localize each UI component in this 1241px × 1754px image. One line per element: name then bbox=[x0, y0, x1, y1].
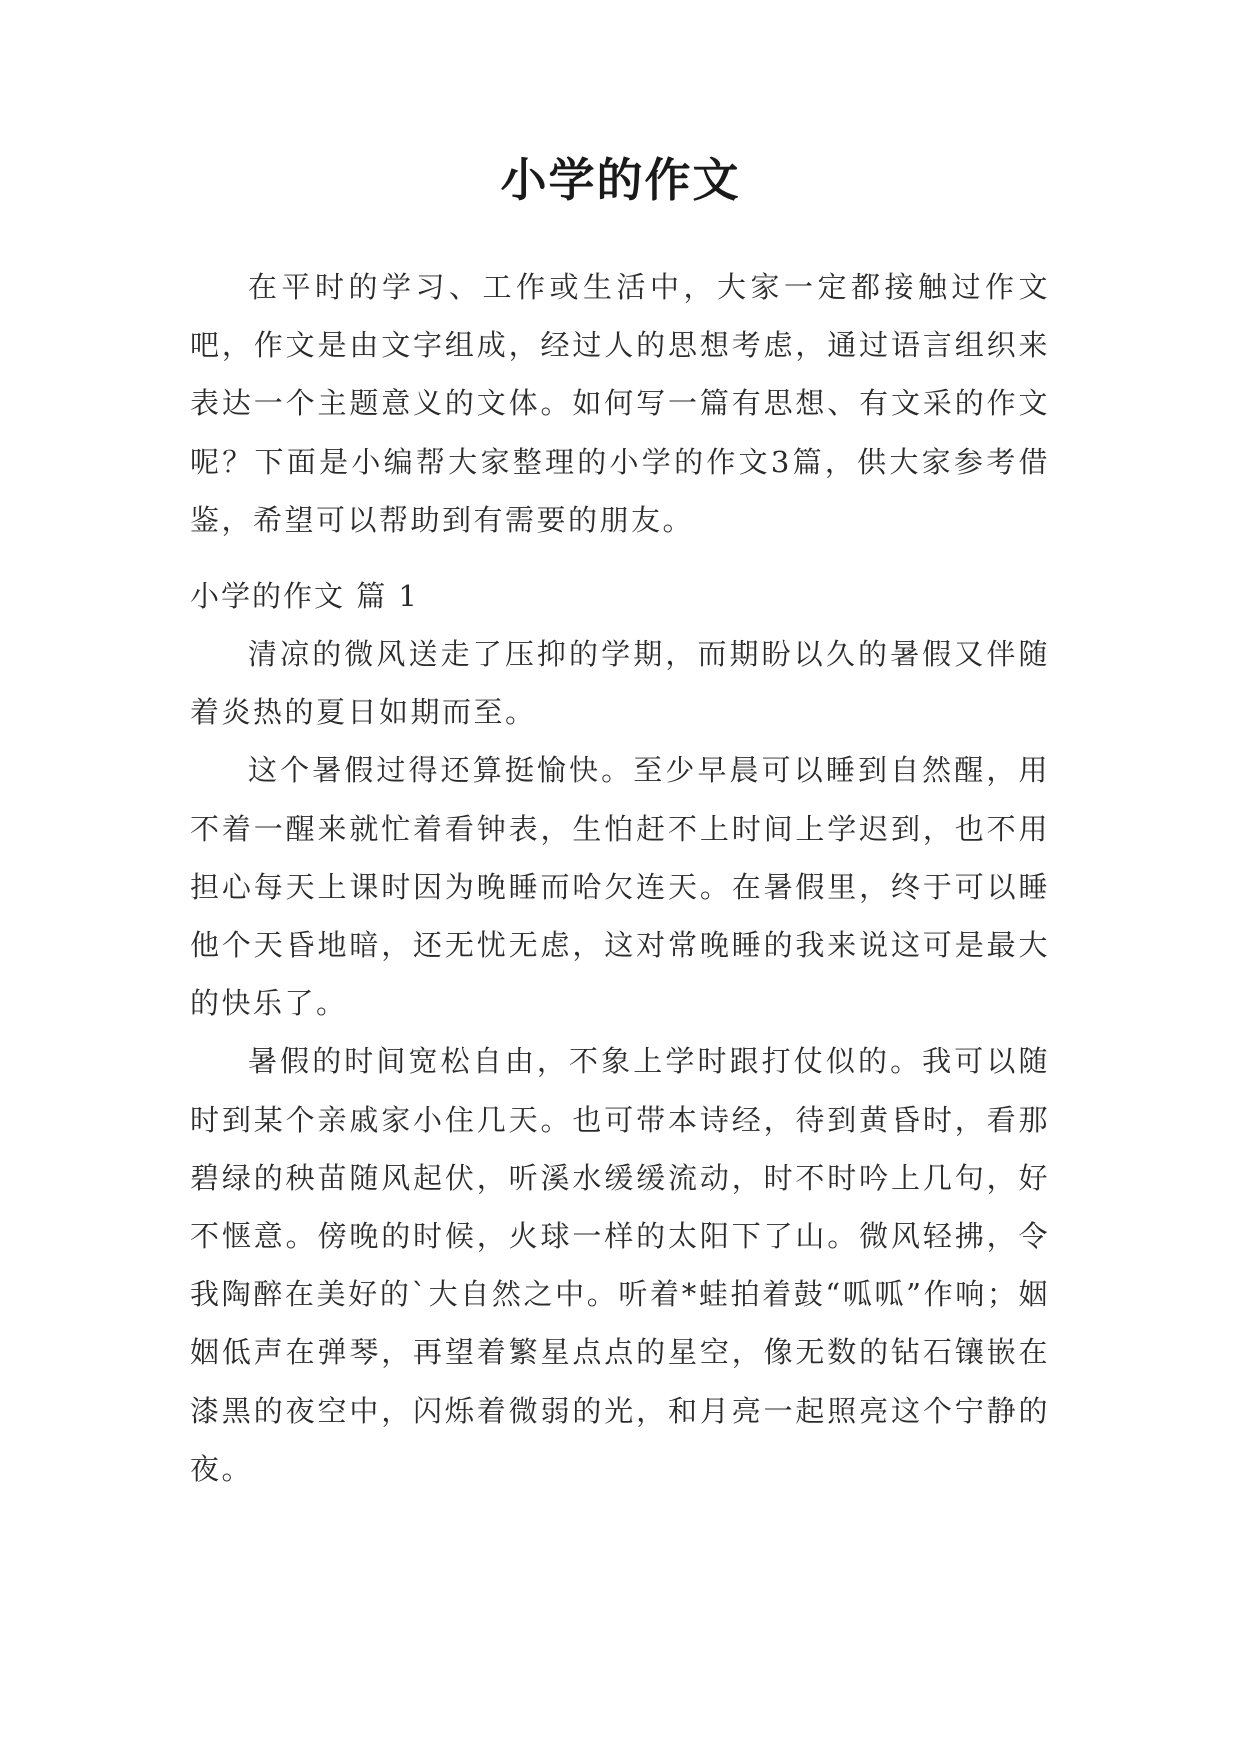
section-paragraph: 清凉的微风送走了压抑的学期，而期盼以久的暑假又伴随着炎热的夏日如期而至。 bbox=[190, 637, 1050, 730]
section-paragraph: 这个暑假过得还算挺愉快。至少早晨可以睡到自然醒，用不着一醒来就忙着看钟表，生怕赶不上时间上学迟到，也不用担心每天上课时因为晚睡而哈欠连天。在暑假里，终于可以睡他个天昏地暗，还无忧无虑，这对常晚睡的我来说这可是最大的快乐了。 bbox=[190, 753, 1050, 1021]
section-heading: 小学的作文 篇 1 bbox=[190, 579, 419, 613]
intro-paragraph: 在平时的学习、工作或生活中，大家一定都接触过作文吧，作文是由文字组成，经过人的思想考虑，通过语言组织来表达一个主题意义的文体。如何写一篇有思想、有文采的作文呢？下面是小编帮大家整理的小学的作文3篇，供大家参考借鉴，希望可以帮助到有需要的朋友。 bbox=[190, 270, 1050, 537]
document-title: 小学的作文 bbox=[500, 153, 741, 207]
section-1 bbox=[190, 567, 1050, 1498]
intro-block bbox=[190, 258, 1050, 549]
section-paragraph: 暑假的时间宽松自由，不象上学时跟打仗似的。我可以随时到某个亲戚家小住几天。也可带本诗经，待到黄昏时，看那碧绿的秧苗随风起伏，听溪水缓缓流动，时不时吟上几句，好不惬意。傍晚的时候，火球一样的太阳下了山。微风轻拂，令我陶醉在美好的`大自然之中。听着*蛙拍着鼓“呱呱”作响；姻姻低声在弹琴，再望着繁星点点的星空，像无数的钻石镶嵌在漆黑的夜空中，闪烁着微弱的光，和月亮一起照亮这个宁静的夜。 bbox=[190, 1044, 1050, 1486]
